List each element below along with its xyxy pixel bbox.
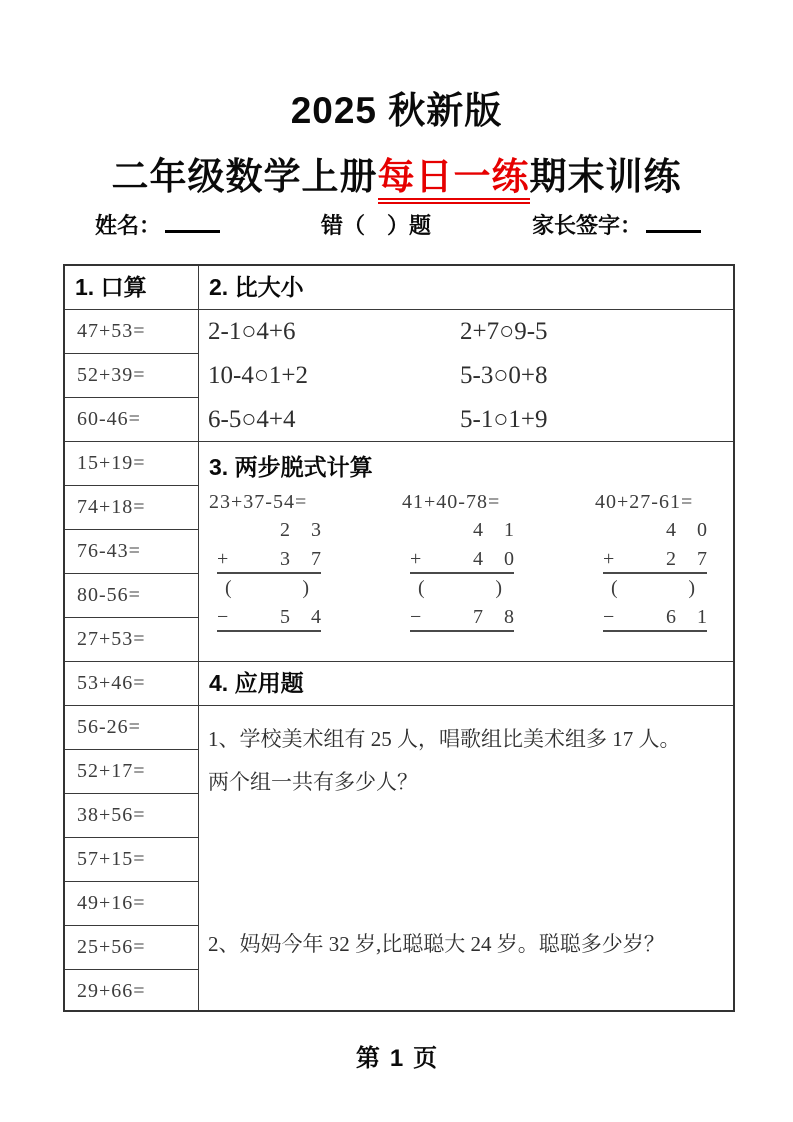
word-problem-1-line2: 两个组一共有多少人？	[208, 770, 418, 794]
section4-title: 4. 应用题	[199, 662, 733, 706]
paren-close: )	[302, 577, 309, 599]
oral-calculation-column	[65, 266, 199, 1010]
oral-problem: 29+66=	[77, 980, 146, 1002]
page-number	[0, 1038, 793, 1073]
calc-addend-digits: 2 7	[666, 548, 707, 570]
name-blank-line	[165, 229, 220, 233]
name-field	[95, 209, 220, 240]
oral-problem: 47+53=	[65, 310, 198, 354]
signature-field	[532, 209, 701, 240]
paren-close: )	[495, 577, 502, 599]
page-number-value: 1	[389, 1045, 404, 1072]
student-info-line	[95, 209, 701, 240]
section2-title: 2. 比大小	[199, 266, 733, 310]
calc-subtrahend-digits: 5 4	[280, 606, 321, 628]
oral-problem: 76-43=	[65, 530, 198, 574]
vertical-calc	[402, 491, 535, 632]
calc-work-area	[410, 516, 514, 632]
name-label: 姓名：	[95, 213, 162, 238]
wrong-count-label: 错（ ）题	[320, 213, 431, 238]
oral-problem: 52+39=	[65, 354, 198, 398]
worksheet-subtitle	[0, 146, 793, 200]
compare-row	[199, 354, 733, 398]
compare-problem: 5-3○0+8	[460, 362, 548, 389]
calc-expression: 40+27-61=	[595, 491, 694, 513]
oral-problem: 53+46=	[65, 662, 198, 706]
two-step-calculation-section	[199, 442, 733, 662]
calc-expression: 23+37-54=	[209, 491, 308, 513]
compare-problem: 2+7○9-5	[460, 318, 548, 345]
minus-operator: −	[410, 606, 422, 628]
vertical-calc	[595, 491, 728, 632]
calc-top-digits: 4 1	[473, 519, 514, 541]
calc-addend-digits: 3 7	[280, 548, 321, 570]
section3-title: 3. 两步脱式计算	[209, 454, 373, 480]
minus-operator: −	[603, 606, 615, 628]
calc-addend-digits: 4 0	[473, 548, 514, 570]
oral-problem: 38+56=	[65, 794, 198, 838]
compare-problems	[199, 310, 733, 442]
oral-problem: 74+18=	[65, 486, 198, 530]
calc-top-digits: 2 3	[280, 519, 321, 541]
page-label-pre: 第	[355, 1045, 380, 1072]
compare-row	[199, 398, 733, 442]
oral-problem: 52+17=	[65, 750, 198, 794]
word-problems	[199, 706, 733, 1014]
paren-close: )	[688, 577, 695, 599]
plus-operator: +	[410, 548, 422, 570]
oral-problem: 80-56=	[65, 574, 198, 618]
compare-row	[199, 310, 733, 354]
compare-problem: 5-1○1+9	[460, 406, 548, 433]
signature-label: 家长签字：	[531, 213, 642, 238]
exercise-sections-column	[199, 266, 733, 1010]
compare-problem: 2-1○4+6	[208, 318, 296, 345]
signature-blank-line	[646, 229, 701, 233]
vertical-calc-row	[199, 491, 733, 632]
plus-operator: +	[603, 548, 615, 570]
subtitle-suffix: 期末训练	[529, 156, 682, 197]
oral-problem: 49+16=	[65, 882, 198, 926]
vertical-calc	[209, 491, 342, 632]
word-problem-1-line1: 1、学校美术组有 25 人，唱歌组比美术组多 17 人。	[208, 727, 681, 751]
paren-open: (	[418, 577, 425, 599]
oral-problem: 25+56=	[65, 926, 198, 970]
oral-problem: 57+15=	[65, 838, 198, 882]
subtitle-prefix: 二年级数学上册	[111, 156, 378, 197]
calc-work-area	[217, 516, 321, 632]
worksheet-table	[63, 264, 735, 1012]
subtitle-highlight: 每日一练	[378, 156, 530, 204]
calc-expression: 41+40-78=	[402, 491, 501, 513]
compare-problem: 6-5○4+4	[208, 406, 296, 433]
compare-problem: 10-4○1+2	[208, 362, 309, 389]
calc-top-digits: 4 0	[666, 519, 707, 541]
calc-subtrahend-digits: 6 1	[666, 606, 707, 628]
oral-problem: 15+19=	[65, 442, 198, 486]
calc-work-area	[603, 516, 707, 632]
word-problem-2: 2、妈妈今年 32 岁,比聪聪大 24 岁。聪聪多少岁？	[208, 932, 665, 956]
paren-open: (	[225, 577, 232, 599]
worksheet-title: 2025 秋新版	[290, 90, 503, 131]
page-label-post: 页	[413, 1045, 438, 1072]
section1-title: 1. 口算	[65, 266, 198, 310]
calc-subtrahend-digits: 7 8	[473, 606, 514, 628]
oral-problem: 60-46=	[65, 398, 198, 442]
oral-problem: 56-26=	[65, 706, 198, 750]
oral-problem: 27+53=	[65, 618, 198, 662]
minus-operator: −	[217, 606, 229, 628]
plus-operator: +	[217, 548, 229, 570]
paren-open: (	[611, 577, 618, 599]
